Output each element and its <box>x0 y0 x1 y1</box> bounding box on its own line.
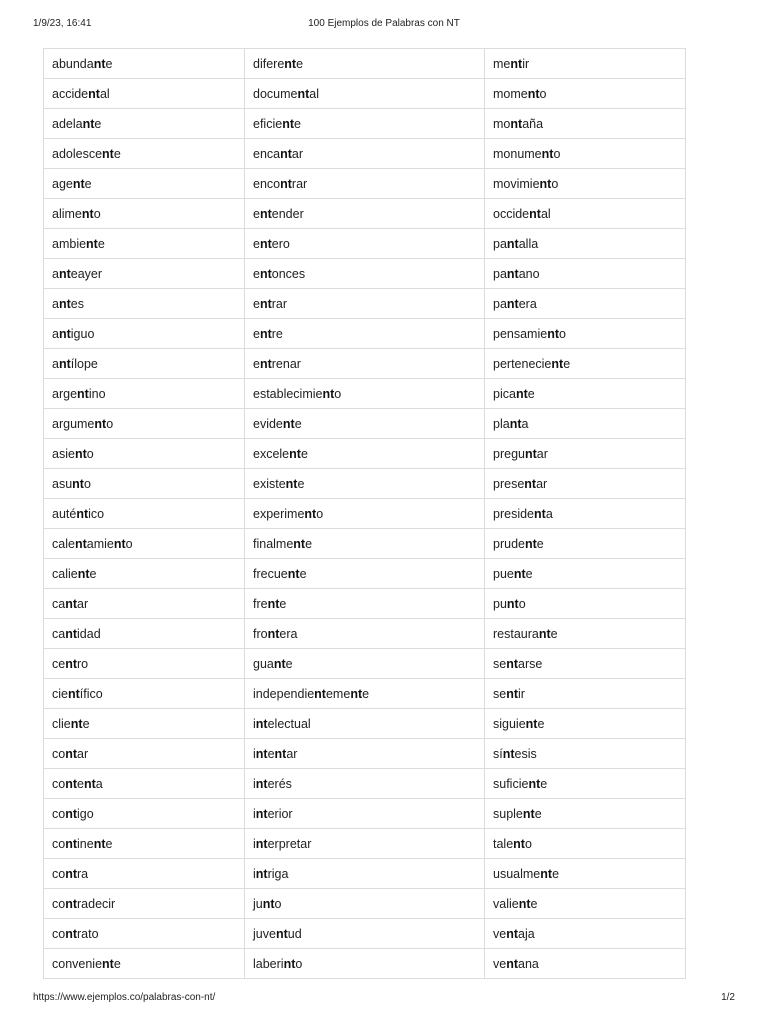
page-number: 1/2 <box>721 992 735 1003</box>
word-cell: adolescente <box>44 139 245 169</box>
table-row <box>44 469 686 499</box>
word-cell: entero <box>245 229 485 259</box>
word-cell: excelente <box>245 439 485 469</box>
print-datetime: 1/9/23, 16:41 <box>33 18 92 29</box>
word-cell: adelante <box>44 109 245 139</box>
table-row <box>44 139 686 169</box>
table-row <box>44 799 686 829</box>
word-cell: entonces <box>245 259 485 289</box>
word-cell: movimiento <box>485 169 686 199</box>
word-cell: síntesis <box>485 739 686 769</box>
table-row <box>44 349 686 379</box>
word-cell: pensamiento <box>485 319 686 349</box>
table-row <box>44 259 686 289</box>
word-cell: pantera <box>485 289 686 319</box>
table-row <box>44 499 686 529</box>
word-cell: argumento <box>44 409 245 439</box>
word-cell: guante <box>245 649 485 679</box>
word-cell: preguntar <box>485 439 686 469</box>
word-cell: puente <box>485 559 686 589</box>
word-cell: pantano <box>485 259 686 289</box>
word-cell: continente <box>44 829 245 859</box>
table-row <box>44 109 686 139</box>
word-cell: presentar <box>485 469 686 499</box>
word-cell: argentino <box>44 379 245 409</box>
word-table-body <box>44 49 686 979</box>
word-cell: ventaja <box>485 919 686 949</box>
table-row <box>44 409 686 439</box>
word-cell: laberinto <box>245 949 485 979</box>
word-cell: accidental <box>44 79 245 109</box>
word-cell: occidental <box>485 199 686 229</box>
word-cell: ventana <box>485 949 686 979</box>
table-row <box>44 379 686 409</box>
word-cell: eficiente <box>245 109 485 139</box>
word-cell: antes <box>44 289 245 319</box>
table-row <box>44 829 686 859</box>
word-cell: cliente <box>44 709 245 739</box>
table-row <box>44 319 686 349</box>
word-cell: prudente <box>485 529 686 559</box>
word-cell: abundante <box>44 49 245 79</box>
word-cell: entre <box>245 319 485 349</box>
word-cell: interpretar <box>245 829 485 859</box>
word-cell: encontrar <box>245 169 485 199</box>
word-table <box>43 48 686 979</box>
word-cell: asunto <box>44 469 245 499</box>
word-cell: punto <box>485 589 686 619</box>
word-cell: calentamiento <box>44 529 245 559</box>
word-cell: junto <box>245 889 485 919</box>
word-cell: frecuente <box>245 559 485 589</box>
table-row <box>44 439 686 469</box>
word-cell: conveniente <box>44 949 245 979</box>
word-cell: usualmente <box>485 859 686 889</box>
word-cell: alimento <box>44 199 245 229</box>
word-cell: centro <box>44 649 245 679</box>
table-row <box>44 289 686 319</box>
source-url-link[interactable]: https://www.ejemplos.co/palabras-con-nt/ <box>33 992 216 1003</box>
word-cell: anteayer <box>44 259 245 289</box>
word-cell: mentir <box>485 49 686 79</box>
word-cell: valiente <box>485 889 686 919</box>
word-cell: frente <box>245 589 485 619</box>
word-cell: documental <box>245 79 485 109</box>
word-cell: finalmente <box>245 529 485 559</box>
word-cell: experimento <box>245 499 485 529</box>
word-cell: intelectual <box>245 709 485 739</box>
word-cell: entender <box>245 199 485 229</box>
table-row <box>44 229 686 259</box>
table-row <box>44 589 686 619</box>
word-cell: contigo <box>44 799 245 829</box>
word-cell: talento <box>485 829 686 859</box>
word-cell: caliente <box>44 559 245 589</box>
word-cell: suplente <box>485 799 686 829</box>
word-cell: suficiente <box>485 769 686 799</box>
word-cell: entrar <box>245 289 485 319</box>
table-row <box>44 649 686 679</box>
table-row <box>44 859 686 889</box>
word-cell: cantidad <box>44 619 245 649</box>
table-row <box>44 739 686 769</box>
word-cell: entrenar <box>245 349 485 379</box>
table-row <box>44 679 686 709</box>
word-cell: juventud <box>245 919 485 949</box>
table-row <box>44 619 686 649</box>
table-row <box>44 889 686 919</box>
word-cell: existente <box>245 469 485 499</box>
word-cell: encantar <box>245 139 485 169</box>
table-row <box>44 919 686 949</box>
word-cell: sentarse <box>485 649 686 679</box>
word-cell: contenta <box>44 769 245 799</box>
word-cell: presidenta <box>485 499 686 529</box>
word-cell: monumento <box>485 139 686 169</box>
word-cell: sentir <box>485 679 686 709</box>
word-cell: cantar <box>44 589 245 619</box>
word-cell: diferente <box>245 49 485 79</box>
table-row <box>44 949 686 979</box>
table-row <box>44 199 686 229</box>
word-cell: establecimiento <box>245 379 485 409</box>
word-cell: ambiente <box>44 229 245 259</box>
word-cell: interés <box>245 769 485 799</box>
table-row <box>44 559 686 589</box>
word-cell: planta <box>485 409 686 439</box>
table-row <box>44 769 686 799</box>
word-cell: picante <box>485 379 686 409</box>
word-cell: contra <box>44 859 245 889</box>
word-cell: auténtico <box>44 499 245 529</box>
table-row <box>44 709 686 739</box>
word-cell: contar <box>44 739 245 769</box>
table-row <box>44 529 686 559</box>
page-title: 100 Ejemplos de Palabras con NT <box>308 18 460 29</box>
word-cell: intriga <box>245 859 485 889</box>
word-cell: independientemente <box>245 679 485 709</box>
word-cell: evidente <box>245 409 485 439</box>
word-cell: intentar <box>245 739 485 769</box>
word-cell: interior <box>245 799 485 829</box>
table-row <box>44 169 686 199</box>
word-cell: siguiente <box>485 709 686 739</box>
word-cell: contrato <box>44 919 245 949</box>
word-cell: pantalla <box>485 229 686 259</box>
word-cell: agente <box>44 169 245 199</box>
table-row <box>44 79 686 109</box>
word-cell: científico <box>44 679 245 709</box>
word-cell: perteneciente <box>485 349 686 379</box>
word-cell: antiguo <box>44 319 245 349</box>
word-cell: contradecir <box>44 889 245 919</box>
word-cell: restaurante <box>485 619 686 649</box>
word-cell: momento <box>485 79 686 109</box>
word-cell: frontera <box>245 619 485 649</box>
word-cell: asiento <box>44 439 245 469</box>
table-row <box>44 49 686 79</box>
word-cell: antílope <box>44 349 245 379</box>
word-cell: montaña <box>485 109 686 139</box>
